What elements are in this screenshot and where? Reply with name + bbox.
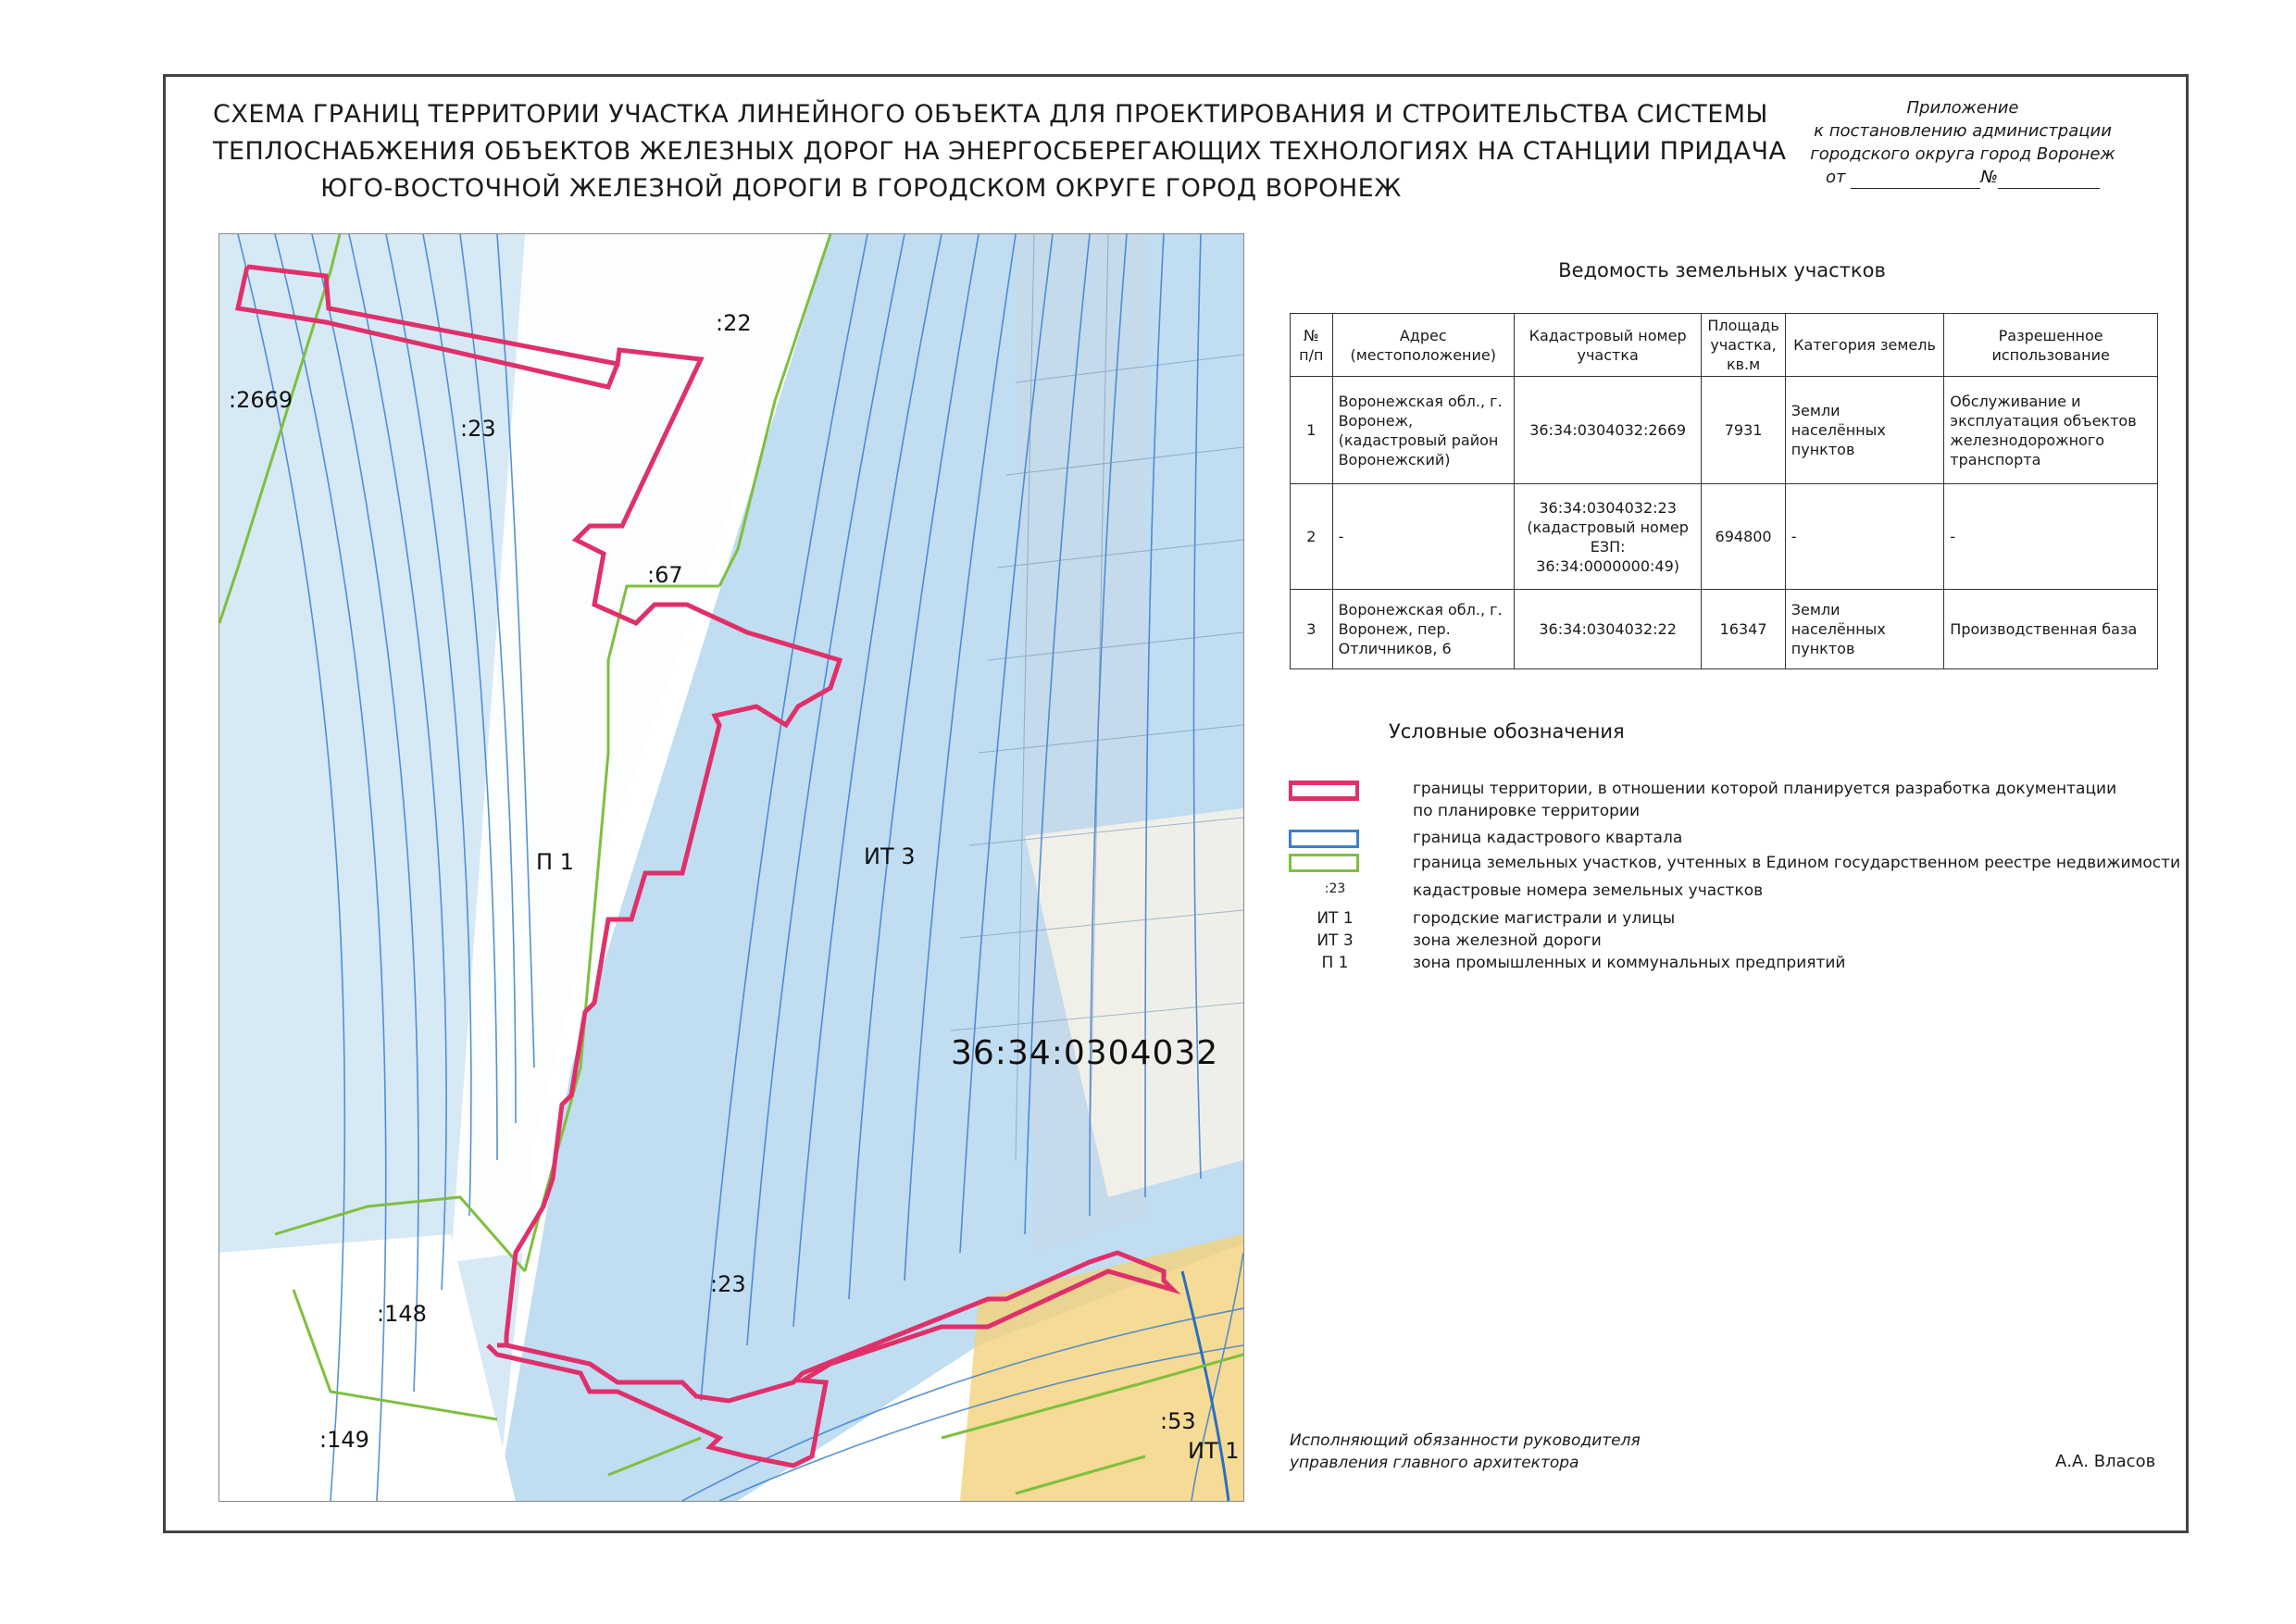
label-67: :67 bbox=[647, 562, 683, 588]
label-53: :53 bbox=[1160, 1408, 1196, 1434]
appendix-line-3: городского округа город Воронеж bbox=[1810, 144, 2115, 164]
legend-item-parcel-boundary: граница земельных участков, учтенных в Едином государственном реестре недвижимости bbox=[1413, 854, 2181, 872]
label-149: :149 bbox=[319, 1427, 369, 1453]
title-line-3: ЮГО-ВОСТОЧНОЙ ЖЕЛЕЗНОЙ ДОРОГИ В ГОРОДСКОМ ОКРУГЕ ГОРОД ВОРОНЕЖ bbox=[320, 174, 1402, 203]
legend-item-parcel-numbers: кадастровые номера земельных участков bbox=[1413, 881, 1764, 900]
number-blank bbox=[1998, 188, 2100, 189]
legend-item-railway: зона железной дороги bbox=[1413, 931, 1602, 950]
legend-item-industrial: зона промышленных и коммунальных предприятий bbox=[1413, 954, 1846, 972]
legend-key-blue-boundary bbox=[1289, 830, 1359, 848]
cell-cadastral: 36:34:0304032:23 (кадастровый номер ЕЗП: 36:34:0000000:49) bbox=[1514, 484, 1701, 590]
label-22: :22 bbox=[716, 310, 752, 336]
legend-code-parcel: :23 bbox=[1324, 881, 1346, 896]
appendix-line-2: к постановлению администрации bbox=[1814, 121, 2112, 141]
cell-area: 16347 bbox=[1702, 590, 1785, 669]
appendix-block bbox=[1787, 96, 2139, 189]
cell-cadastral: 36:34:0304032:2669 bbox=[1514, 377, 1701, 484]
appendix-line-1: Приложение bbox=[1906, 98, 2019, 118]
label-quarter: 36:34:0304032 bbox=[951, 1034, 1219, 1072]
label-148: :148 bbox=[377, 1301, 427, 1327]
legend-code-p1: П 1 bbox=[1321, 954, 1349, 972]
cell-address: Воронежская обл., г. Воронеж, (кадастровый район Воронежский) bbox=[1332, 377, 1514, 484]
map-svg bbox=[219, 234, 1243, 1501]
cell-cadastral: 36:34:0304032:22 bbox=[1514, 590, 1701, 669]
legend-text: по планировке территории bbox=[1413, 802, 1641, 820]
legend-item-streets: городские магистрали и улицы bbox=[1413, 909, 1676, 928]
label-23-bottom: :23 bbox=[710, 1271, 746, 1297]
legend-key-green-boundary bbox=[1289, 854, 1359, 872]
table-row bbox=[1291, 590, 2158, 669]
cell-category: - bbox=[1785, 484, 1944, 590]
signature-position bbox=[1290, 1430, 1641, 1474]
cell-address: Воронежская обл., г. Воронеж, пер. Отличников, 6 bbox=[1332, 590, 1514, 669]
cell-number: 1 bbox=[1291, 377, 1333, 484]
parcels-table bbox=[1290, 313, 2158, 669]
header-area: Площадь участка, кв.м bbox=[1702, 314, 1785, 377]
appendix-from: от bbox=[1826, 168, 1846, 187]
cell-number: 2 bbox=[1291, 484, 1333, 590]
appendix-number: № bbox=[1980, 168, 1998, 187]
cell-address: - bbox=[1332, 484, 1514, 590]
header-address: Адрес (местоположение) bbox=[1332, 314, 1514, 377]
cell-category: Земли населённых пунктов bbox=[1785, 590, 1944, 669]
label-2669: :2669 bbox=[229, 387, 293, 413]
signature-line-1: Исполняющий обязанности руководителя bbox=[1290, 1431, 1641, 1450]
legend-code-it1: ИТ 1 bbox=[1316, 909, 1354, 928]
cell-usage: Производственная база bbox=[1944, 590, 2158, 669]
cell-area: 694800 bbox=[1702, 484, 1785, 590]
legend-key-red-boundary bbox=[1289, 781, 1359, 801]
appendix-date-number bbox=[1787, 166, 2139, 189]
table-title: Ведомость земельных участков bbox=[1558, 259, 1886, 281]
header-cadastral: Кадастровый номер участка bbox=[1514, 314, 1701, 377]
title-line-2: ТЕПЛОСНАБЖЕНИЯ ОБЪЕКТОВ ЖЕЛЕЗНЫХ ДОРОГ НА ЭНЕРГОСБЕРЕГАЮЩИХ ТЕХНОЛОГИЯХ НА СТАНЦИИ ПРИДАЧА bbox=[213, 137, 1787, 166]
table-header-row bbox=[1291, 314, 2158, 377]
header-category: Категория земель bbox=[1785, 314, 1944, 377]
cell-area: 7931 bbox=[1702, 377, 1785, 484]
legend-text: границы территории, в отношении которой планируется разработка документации bbox=[1413, 780, 2117, 798]
table-row bbox=[1291, 484, 2158, 590]
label-it3: ИТ 3 bbox=[864, 843, 916, 869]
label-p1: П 1 bbox=[536, 849, 574, 875]
cadastral-map bbox=[218, 233, 1244, 1502]
title-line-1: СХЕМА ГРАНИЦ ТЕРРИТОРИИ УЧАСТКА ЛИНЕЙНОГО ОБЪЕКТА ДЛЯ ПРОЕКТИРОВАНИЯ И СТРОИТЕЛЬСТВА СИСТЕМЫ bbox=[213, 100, 1768, 129]
table-row bbox=[1291, 377, 2158, 484]
cell-usage: - bbox=[1944, 484, 2158, 590]
legend-title: Условные обозначения bbox=[1389, 720, 1625, 743]
legend-item-planning-boundary bbox=[1413, 778, 2116, 822]
cell-category: Земли населённых пунктов bbox=[1785, 377, 1944, 484]
header-number: № п/п bbox=[1291, 314, 1333, 377]
header-usage: Разрешенное использование bbox=[1944, 314, 2158, 377]
date-blank bbox=[1851, 188, 1980, 189]
signature-name: А.А. Власов bbox=[2055, 1452, 2156, 1471]
legend-item-quarter-boundary: граница кадастрового квартала bbox=[1413, 829, 1683, 847]
document-title bbox=[213, 96, 1787, 207]
label-23-top: :23 bbox=[460, 416, 496, 442]
cell-number: 3 bbox=[1291, 590, 1333, 669]
legend-code-it3: ИТ 3 bbox=[1316, 931, 1354, 950]
label-it1: ИТ 1 bbox=[1188, 1438, 1240, 1464]
cell-usage: Обслуживание и эксплуатация объектов железнодорожного транспорта bbox=[1944, 377, 2158, 484]
signature-line-2: управления главного архитектора bbox=[1290, 1454, 1579, 1472]
